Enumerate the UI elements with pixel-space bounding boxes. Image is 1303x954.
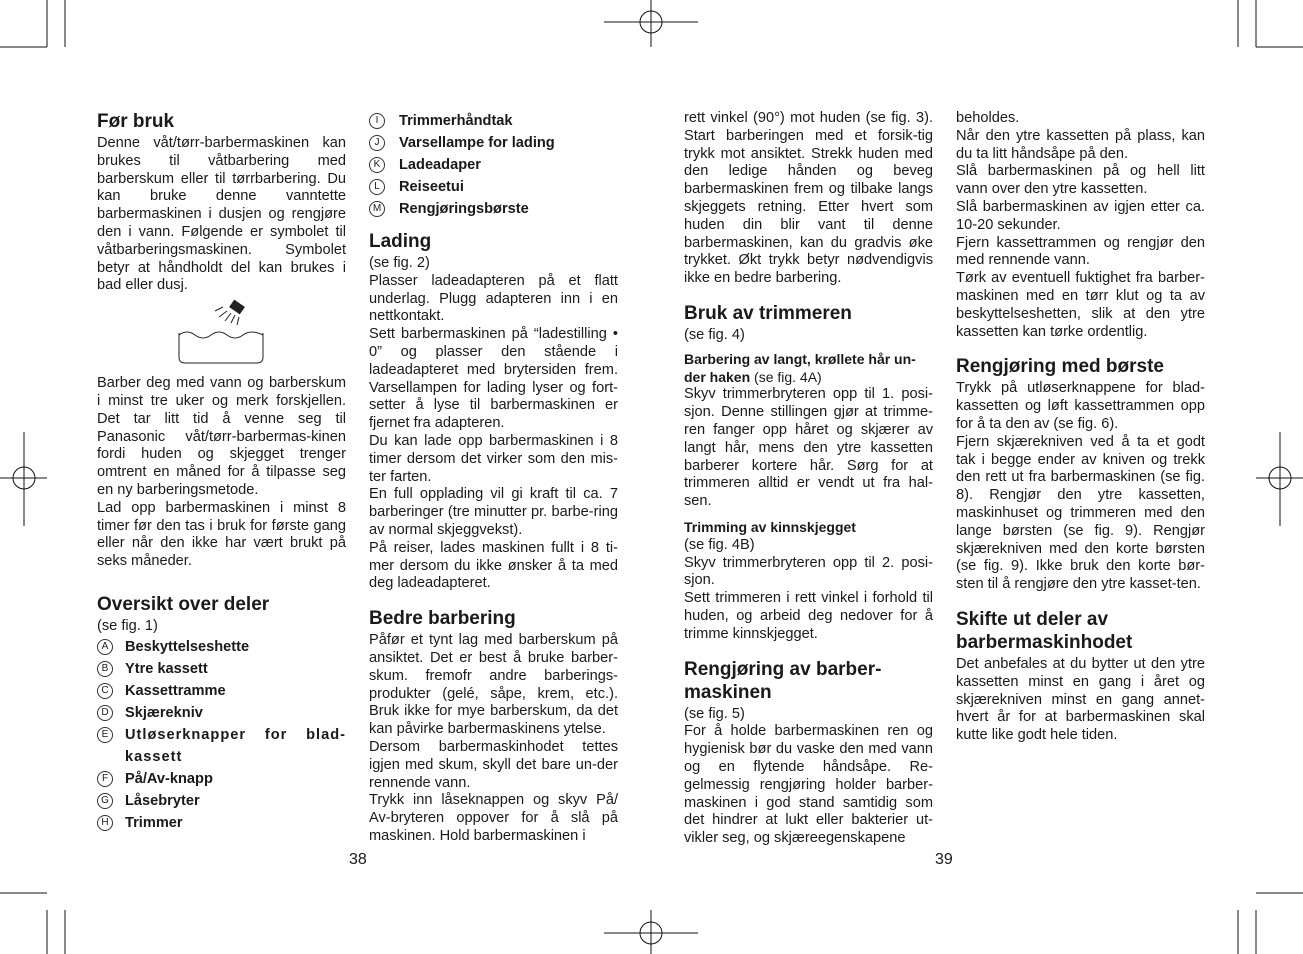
list-item	[97, 680, 346, 702]
paragraph: Påfør et tynt lag med barberskum på ansiktet. Det er best å bruke barber-skum. fremofr andre barberings-produkter (gelé, såpe, krem, etc.). Bruk ikke for mye barberskum, da det kan påvirke barbermaskinens ytelse.	[369, 632, 618, 738]
part-label: Varsellampe for lading	[399, 135, 555, 151]
subheading: Trimming av kinnskjegget	[684, 518, 856, 535]
paragraph: Trykk på utløserknappene for blad-kassetten og løft kassettrammen opp for å ta den av (se fig. 6).	[956, 380, 1205, 432]
paragraph: rett vinkel (90°) mot huden (se fig. 3). Start barberingen med et forsik-tig trykk mot ansiktet. Strekk huden med den ledige hånden og beveg barbermaskinen frem og tilbake langs skjeggets retning. Etter hvert som huden din blir vant til denne barbermaskinen, kan du gradvis øke trykket. Økt trykk betyr nødvendigvis ikke en bedre barbering.	[684, 110, 933, 287]
part-label: På/Av-knapp	[125, 770, 213, 787]
paragraph: Fjern skjærekniven ved å ta et godt tak i begge ender av kniven og trekk den rett ut fra barbermaskinen (se fig. 8). Rengjør den ytre kassetten, maskinhuset og trimmeren med den lange børsten (se fig. 9). Rengjør skjærekniven med den korte børsten (se fig. 9). Ikke bruk den korte bør-sten til å rengjøre den ytre kasset-ten.	[956, 433, 1205, 593]
paragraph: Plasser ladeadapteren på et flatt underlag. Plugg adapteren inn i en nettkontakt.	[369, 272, 618, 325]
paragraph: Sett barbermaskinen på “ladestilling • 0” og plasser den stående i ladeadapteret med brytersiden frem. Varsellampen for lading lyser og fort-setter å lyse til barbermaskinen er fjernet fra adapteren.	[369, 326, 618, 432]
parts-list	[97, 636, 346, 834]
subheading-text: Barbering av langt, krøllete hår un-der haken	[684, 350, 916, 385]
list-item	[369, 110, 618, 132]
heading-skifte-ut-deler: Skifte ut deler av barbermaskinhodet	[956, 608, 1133, 653]
paragraph: beholdes.	[956, 110, 1020, 126]
page-number-left: 38	[349, 851, 367, 868]
figure-ref: (se fig. 4B)	[684, 536, 755, 553]
heading-rengjoring-med-borste: Rengjøring med børste	[956, 356, 1164, 378]
figure-ref: (se fig. 5)	[684, 705, 745, 722]
circled-letter-icon: J	[369, 135, 385, 151]
paragraph: Skyv trimmerbryteren opp til 1. posi-sjon. Denne stillingen gjør at trimme-ren fanger opp håret og skjærer av langt hår, mens den ytre kassetten barberer kortere hår. Sørg for at trimmeren alltid er vendt ut fra hal-sen.	[684, 386, 933, 510]
column-3	[684, 110, 933, 848]
circled-letter-icon: H	[97, 815, 113, 831]
paragraph: Dersom barbermaskinhodet tettes igjen med skum, skyll det bare un-der rennende vann.	[369, 738, 618, 791]
part-label: Utløserknapper for blad-kassett	[125, 726, 346, 765]
list-item	[369, 176, 618, 198]
part-label: Reiseetui	[399, 179, 464, 195]
paragraph: Trykk inn låseknappen og skyv På/ Av-bryteren oppover for å slå på maskinen. Hold barbermaskinen i	[369, 792, 618, 844]
paragraph: Det anbefales at du bytter ut den ytre kassetten minst en gang i året og skjærekniven minst en gang annet-hvert år for at barbermaskinen skal kutte like godt hele tiden.	[956, 655, 1205, 744]
circled-letter-icon: M	[369, 201, 385, 217]
column-2	[369, 110, 618, 846]
circled-letter-icon: L	[369, 179, 385, 195]
paragraph: Når den ytre kassetten på plass, kan du ta litt håndsåpe på den.	[956, 127, 1205, 162]
page-number-right: 39	[935, 851, 953, 868]
part-label: Låsebryter	[125, 792, 200, 809]
list-item	[369, 198, 618, 220]
part-label: Ladeadaper	[399, 157, 481, 173]
heading-for-bruk: Før bruk	[97, 111, 175, 132]
heading-oversikt: Oversikt over deler	[97, 593, 270, 615]
list-item	[97, 702, 346, 724]
circled-letter-icon: G	[97, 793, 113, 809]
list-item	[97, 658, 346, 680]
heading-bedre-barbering: Bedre barbering	[369, 608, 516, 630]
parts-list	[369, 110, 618, 220]
part-label: Trimmer	[125, 814, 183, 831]
list-item	[97, 790, 346, 812]
water-symbol-icon	[97, 295, 346, 375]
paragraph: Slå barbermaskinen på og hell litt vann over den ytre kassetten.	[956, 163, 1205, 198]
paragraph: Skyv trimmerbryteren opp til 2. posi-sjon.	[684, 554, 933, 589]
circled-letter-icon: C	[97, 683, 113, 699]
list-item	[97, 768, 346, 790]
figure-ref: (se fig. 4A)	[750, 368, 822, 385]
circled-letter-icon: D	[97, 705, 113, 721]
part-label: Trimmerhåndtak	[399, 113, 513, 129]
paragraph: På reiser, lades maskinen fullt i 8 ti-mer dersom du ikke ønsker å ta med deg ladeadapteret.	[369, 539, 618, 592]
paragraph: Lad opp barbermaskinen i minst 8 timer før den tas i bruk for første gang eller når den ikke har vært brukt på seks måneder.	[97, 499, 346, 570]
paragraph: For å holde barbermaskinen ren og hygienisk bør du vaske den med vann og en flytende håndsåpe. Re-gelmessig rengjøring holder barber-maskinen i god stand samtidig som det hindrer at lukt eller bakterier ut-vikler seg, og skjæreegenskapene	[684, 723, 933, 847]
paragraph: En full opplading vil gi kraft til ca. 7 barberinger (tre minutter pr. barbe-ring av normal skjeggvekst).	[369, 486, 618, 538]
column-1	[97, 110, 346, 834]
list-item	[97, 724, 346, 768]
paragraph: Tørk av eventuell fuktighet fra barber-maskinen med en tørr klut og ta av beskyttelseshetten, slik at den ytre kassetten kan tørke ordentlig.	[956, 270, 1205, 340]
list-item	[97, 812, 346, 834]
part-label: Ytre kassett	[125, 660, 208, 677]
circled-letter-icon: B	[97, 661, 113, 677]
paragraph: Du kan lade opp barbermaskinen i 8 timer dersom det virker som den mis-ter farten.	[369, 432, 618, 485]
figure-ref: (se fig. 1)	[97, 617, 158, 634]
paragraph: Denne våt/tørr-barbermaskinen kan brukes til våtbarbering med barberskum eller til tørrbarbering. Du kan bruke denne vanntette barbermaskinen i dusjen og rengjøre den i vann. Følgende er symbolet til våtbarberingsmaskinen. Symbolet betyr at håndholdt del kan brukes i bad eller dusj.	[97, 135, 346, 294]
figure-ref: (se fig. 2)	[369, 255, 430, 271]
circled-letter-icon: I	[369, 113, 385, 129]
circled-letter-icon: E	[97, 727, 113, 743]
heading-bruk-av-trimmeren: Bruk av trimmeren	[684, 302, 852, 324]
subheading	[684, 351, 933, 387]
paragraph: Sett trimmeren i rett vinkel i forhold til huden, og arbeid deg nedover for å trimme kinnskjegget.	[684, 590, 933, 642]
part-label: Beskyttelseshette	[125, 638, 250, 655]
circled-letter-icon: A	[97, 639, 113, 655]
paragraph: Slå barbermaskinen av igjen etter ca. 10-20 sekunder.	[956, 198, 1205, 233]
circled-letter-icon: K	[369, 157, 385, 173]
paragraph: Barber deg med vann og barberskum i minst tre uker og merk forskjellen. Det tar litt tid å venne seg til Panasonic våt/tørr-barbermas-kinen fordi huden og skjegget trenger omtrent en måned for å tilpasse seg en ny barberingsmetode.	[97, 375, 346, 498]
heading-lading: Lading	[369, 231, 432, 252]
part-label: Rengjøringsbørste	[399, 201, 529, 217]
circled-letter-icon: F	[97, 771, 113, 787]
part-label: Kassettramme	[125, 682, 226, 699]
list-item	[369, 132, 618, 154]
list-item	[369, 154, 618, 176]
list-item	[97, 636, 346, 658]
paragraph: Fjern kassettrammen og rengjør den med rennende vann.	[956, 234, 1205, 269]
part-label: Skjærekniv	[125, 704, 203, 721]
heading-rengjoring: Rengjøring av barber-maskinen	[684, 658, 882, 703]
figure-ref: (se fig. 4)	[684, 326, 745, 343]
column-4	[956, 110, 1205, 745]
